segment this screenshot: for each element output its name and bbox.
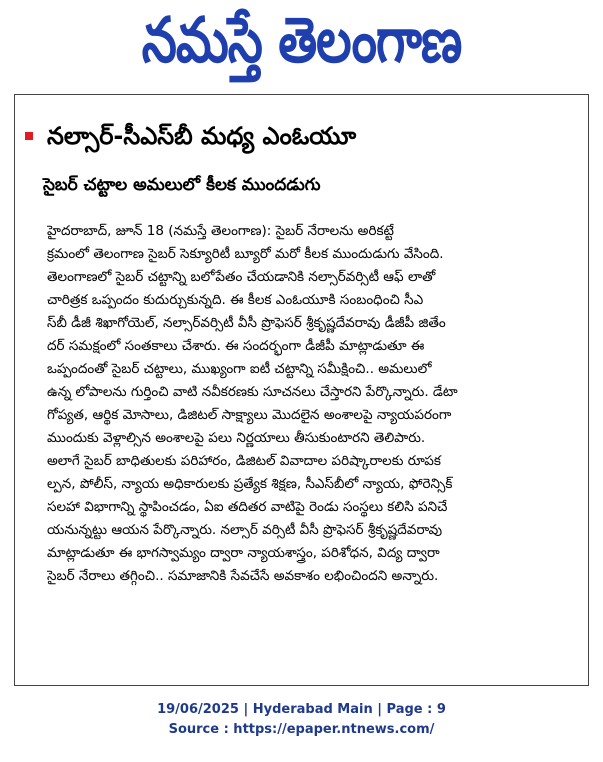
article-line: క్రమంలో తెలంగాణ సైబర్‌ సెక్యూరిటీ బ్యూరో మరో కీలక ముందుడుగు వేసింది.	[47, 246, 444, 262]
article-line: ఉన్న లోపాలను గుర్తించి వాటి నవీకరణకు సూచనలు చేస్తారని పేర్కొన్నారు. డేటా	[47, 384, 458, 400]
article-line: ముందుకు వెళ్లాల్సిన అంశాలపై పలు నిర్ణయాలు తీసుకుంటారని తెలిపారు.	[47, 430, 426, 446]
red-square-bullet-icon	[25, 132, 33, 140]
article-line: చారిత్రక ఒప్పందం కుదుర్చుకున్నది. ఈ కీలక ఎంఓయూకి సంబంధించి సీఎ	[47, 292, 424, 308]
article-headline: నల్సార్‌-సీఎస్‌బీ మధ్య ఎంఓయూ	[47, 122, 357, 150]
article-body	[47, 220, 581, 588]
article-line: మాట్లాడుతూ ఈ భాగస్వామ్యం ద్వారా న్యాయశాస్త్రం, పరిశోధన, విద్య ద్వారా	[47, 545, 440, 561]
article-line: సైబర్‌ నేరాలు తగ్గించి.. సమాజానికి సేవచేసే అవకాశం లభించిందని అన్నారు.	[47, 568, 439, 584]
article-subheadline: సైబర్‌ చట్టాల అమలులో కీలక ముందడుగు	[43, 175, 321, 195]
article-line: గోప్యత, ఆర్థిక మోసాలు, డిజిటల్‌ సాక్ష్యాలు మొదలైన అంశాలపై న్యాయపరంగా	[47, 407, 452, 423]
source-link[interactable]: Source : https://epaper.ntnews.com/	[168, 722, 435, 737]
article-line: ల్పన, పోలీస్‌, న్యాయ అధికారులకు ప్రత్యేక శిక్షణ, సీఎస్‌బీలో న్యాయ, ఫోరెన్సిక్‌	[47, 476, 453, 492]
article-line: అలాగే సైబర్‌ బాధితులకు పరిహారం, డిజిటల్‌ వివాదాల పరిష్కారాలకు రూపక	[47, 453, 441, 469]
masthead-logo-text: నమస్తే తెలంగాణ	[141, 3, 462, 77]
article-line: ఒప్పందంతో సైబర్‌ చట్టాలు, ముఖ్యంగా ఐటీ చట్టాన్ని సమీక్షించి.. అమలులో	[47, 361, 432, 377]
article-clipping	[14, 94, 589, 686]
article-line: సలహా విభాగాన్ని స్థాపించడం, ఏఐ తదితర వాటిపై రెండు సంస్థలు కలిసి పనిచే	[47, 499, 448, 515]
newspaper-masthead	[0, 0, 603, 80]
article-line: తెలంగాణలో సైబర్‌ చట్టాన్ని బలోపేతం చేయడానికి నల్సార్‌వర్సిటీ ఆఫ్‌ లాతో	[47, 269, 436, 285]
headline-row	[25, 123, 580, 149]
edition-info: 19/06/2025 | Hyderabad Main | Page : 9	[157, 702, 446, 717]
article-line: యనున్నట్టు ఆయన పేర్కొన్నారు. నల్సార్‌ వర్సిటీ వీసీ ప్రొఫెసర్‌ శ్రీకృష్ణదేవరావు	[47, 522, 443, 538]
footer	[0, 700, 603, 740]
article-line: హైదరాబాద్‌, జూన్‌ 18 (నమస్తే తెలంగాణ): సైబర్‌ నేరాలను అరికట్టే	[47, 223, 394, 239]
article-line: స్‌బీ డీజీ శిఖాగోయెల్‌, నల్సార్‌వర్సిటీ వీసీ ప్రొఫెసర్‌ శ్రీకృష్ణదేవరావు డీజీపీ జితేం	[47, 315, 446, 331]
article-line: దర్‌ సమక్షంలో సంతకాలు చేశారు. ఈ సందర్భంగా డీజీపీ మాట్లాడుతూ ఈ	[47, 338, 425, 354]
